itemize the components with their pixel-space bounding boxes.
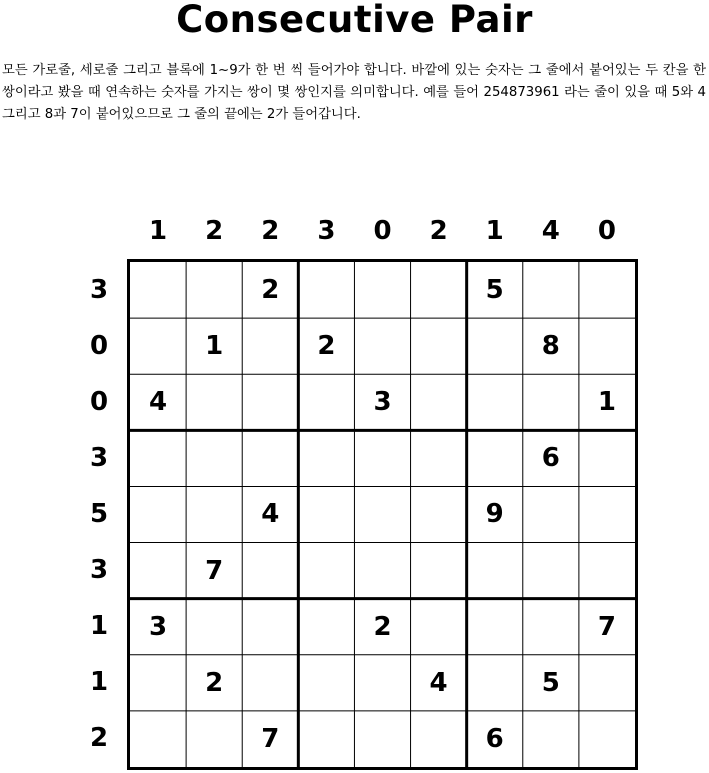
empty-cell[interactable] xyxy=(523,374,579,430)
empty-cell[interactable] xyxy=(523,543,579,599)
empty-cell[interactable] xyxy=(579,655,635,711)
empty-cell[interactable] xyxy=(411,711,467,767)
empty-cell[interactable] xyxy=(298,655,354,711)
empty-cell[interactable] xyxy=(242,599,298,655)
empty-cell[interactable] xyxy=(467,543,523,599)
empty-cell[interactable] xyxy=(130,262,186,318)
column-clue: 2 xyxy=(205,216,224,246)
empty-cell[interactable] xyxy=(411,262,467,318)
given-cell[interactable]: 3 xyxy=(373,387,392,418)
given-cell[interactable]: 9 xyxy=(485,499,504,530)
given-cell[interactable]: 5 xyxy=(541,667,560,698)
given-cell[interactable]: 2 xyxy=(373,611,392,642)
empty-cell[interactable] xyxy=(354,262,410,318)
row-clue: 0 xyxy=(89,386,109,417)
given-cell[interactable]: 1 xyxy=(597,387,616,418)
row-clue: 1 xyxy=(89,667,109,698)
given-cell[interactable]: 2 xyxy=(205,667,224,698)
empty-cell[interactable] xyxy=(467,599,523,655)
given-cell[interactable]: 7 xyxy=(597,611,616,642)
empty-cell[interactable] xyxy=(242,318,298,374)
empty-cell[interactable] xyxy=(467,430,523,486)
empty-cell[interactable] xyxy=(242,543,298,599)
empty-cell[interactable] xyxy=(354,655,410,711)
column-clue: 1 xyxy=(485,216,504,246)
row-clue: 3 xyxy=(89,274,109,305)
empty-cell[interactable] xyxy=(298,486,354,542)
empty-cell[interactable] xyxy=(354,543,410,599)
empty-cell[interactable] xyxy=(579,543,635,599)
given-cell[interactable]: 4 xyxy=(261,499,280,530)
column-clue: 2 xyxy=(261,216,280,246)
empty-cell[interactable] xyxy=(130,543,186,599)
empty-cell[interactable] xyxy=(354,318,410,374)
empty-cell[interactable] xyxy=(298,262,354,318)
empty-cell[interactable] xyxy=(523,599,579,655)
given-cell[interactable]: 7 xyxy=(205,555,224,586)
empty-cell[interactable] xyxy=(579,711,635,767)
empty-cell[interactable] xyxy=(130,711,186,767)
empty-cell[interactable] xyxy=(186,262,242,318)
row-clue: 5 xyxy=(89,499,109,529)
empty-cell[interactable] xyxy=(186,430,242,486)
empty-cell[interactable] xyxy=(411,599,467,655)
column-clue: 4 xyxy=(541,216,560,246)
empty-cell[interactable] xyxy=(411,430,467,486)
column-clue: 0 xyxy=(373,216,392,246)
column-clue: 1 xyxy=(149,216,168,246)
empty-cell[interactable] xyxy=(354,711,410,767)
empty-cell[interactable] xyxy=(411,543,467,599)
given-cell[interactable]: 6 xyxy=(541,443,560,474)
given-cell[interactable]: 6 xyxy=(485,723,504,754)
empty-cell[interactable] xyxy=(354,430,410,486)
empty-cell[interactable] xyxy=(242,374,298,430)
empty-cell[interactable] xyxy=(130,655,186,711)
empty-cell[interactable] xyxy=(523,262,579,318)
row-clue: 3 xyxy=(89,555,109,586)
empty-cell[interactable] xyxy=(579,262,635,318)
empty-cell[interactable] xyxy=(411,318,467,374)
empty-cell[interactable] xyxy=(298,599,354,655)
empty-cell[interactable] xyxy=(467,374,523,430)
empty-cell[interactable] xyxy=(186,711,242,767)
empty-cell[interactable] xyxy=(130,430,186,486)
empty-cell[interactable] xyxy=(242,430,298,486)
empty-cell[interactable] xyxy=(579,318,635,374)
empty-cell[interactable] xyxy=(579,430,635,486)
rules-text: 모든 가로줄, 세로줄 그리고 블록에 1~9가 한 번 씩 들어가야 합니다. 바깥에 있는 숫자는 그 줄에서 붙어있는 두 칸을 한 쌍이라고 봤을 때 연속하는 숫자를 가지는 쌍이 몇 쌍인지를 의미합니다. 예를 들어 254873961 라는 줄이 있을 때 5와 4 그리고 8과 7이 붙어있으므로 그 줄의 끝에는 2가 들어갑니다. xyxy=(2,63,706,122)
empty-cell[interactable] xyxy=(354,486,410,542)
empty-cell[interactable] xyxy=(186,599,242,655)
empty-cell[interactable] xyxy=(523,711,579,767)
row-clue: 1 xyxy=(89,611,109,642)
given-cell[interactable]: 2 xyxy=(261,275,280,305)
given-cell[interactable]: 1 xyxy=(205,331,224,362)
empty-cell[interactable] xyxy=(130,486,186,542)
column-clue: 0 xyxy=(597,216,616,246)
row-clue: 2 xyxy=(89,723,109,754)
row-clue: 0 xyxy=(89,330,109,361)
column-clue: 3 xyxy=(317,216,336,246)
empty-cell[interactable] xyxy=(186,374,242,430)
empty-cell[interactable] xyxy=(298,374,354,430)
column-clue: 2 xyxy=(429,216,448,246)
empty-cell[interactable] xyxy=(467,318,523,374)
empty-cell[interactable] xyxy=(298,430,354,486)
given-cell[interactable]: 8 xyxy=(541,331,560,362)
sudoku-grid xyxy=(127,259,638,770)
empty-cell[interactable] xyxy=(579,486,635,542)
empty-cell[interactable] xyxy=(411,374,467,430)
given-cell[interactable]: 3 xyxy=(149,611,168,642)
empty-cell[interactable] xyxy=(411,486,467,542)
empty-cell[interactable] xyxy=(523,486,579,542)
puzzle-title: Consecutive Pair xyxy=(176,0,533,41)
given-cell[interactable]: 7 xyxy=(261,723,280,754)
empty-cell[interactable] xyxy=(467,655,523,711)
given-cell[interactable]: 5 xyxy=(485,275,504,305)
row-clue: 3 xyxy=(89,442,109,473)
empty-cell[interactable] xyxy=(242,655,298,711)
empty-cell[interactable] xyxy=(298,543,354,599)
empty-cell[interactable] xyxy=(186,486,242,542)
empty-cell[interactable] xyxy=(130,318,186,374)
empty-cell[interactable] xyxy=(298,711,354,767)
given-cell[interactable]: 4 xyxy=(429,667,448,698)
given-cell[interactable]: 2 xyxy=(317,331,336,362)
given-cell[interactable]: 4 xyxy=(149,387,168,418)
